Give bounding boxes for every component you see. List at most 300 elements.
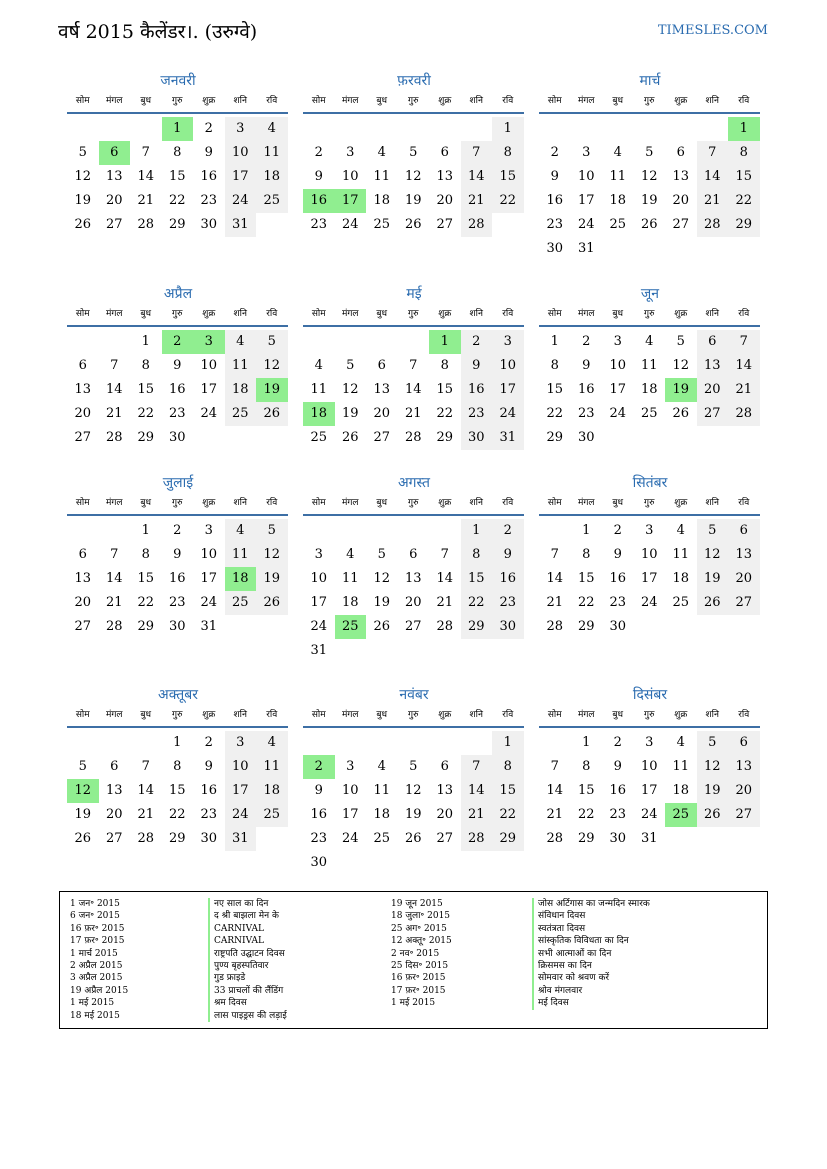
day-cell: 13 xyxy=(74,571,92,586)
week-row xyxy=(303,591,525,615)
weekday-label: गुरु xyxy=(398,494,430,516)
empty-cell xyxy=(697,237,729,261)
holiday-name: पुण्य बृहस्पतिवार xyxy=(208,960,287,972)
empty-cell xyxy=(335,519,367,543)
empty-cell xyxy=(728,426,760,450)
empty-cell xyxy=(602,426,634,450)
day-cell: 3 xyxy=(645,523,654,538)
empty-cell xyxy=(634,237,666,261)
holiday-day-cell: 2 xyxy=(303,755,335,779)
day-cell: 24 xyxy=(609,406,627,421)
day-cell: 15 xyxy=(168,783,186,798)
month-name: मार्च xyxy=(639,73,661,89)
day-cell: 8 xyxy=(141,358,150,373)
day-cell: 3 xyxy=(225,117,257,141)
weekday-header xyxy=(539,305,761,327)
week-row xyxy=(303,543,525,567)
weekday-label: मंगल xyxy=(99,305,131,327)
week-row xyxy=(67,779,289,803)
day-cell: 1 xyxy=(173,735,182,750)
day-cell: 15 xyxy=(461,567,493,591)
holiday-day-cell: 3 xyxy=(193,330,225,354)
week-row xyxy=(303,402,525,426)
month-name: अगस्त xyxy=(397,475,430,491)
holiday-day-cell: 12 xyxy=(67,779,99,803)
day-cell: 27 xyxy=(373,430,391,445)
day-cell: 14 xyxy=(461,165,493,189)
day-cell: 28 xyxy=(436,619,454,634)
day-cell: 21 xyxy=(137,193,155,208)
weekday-label: रवि xyxy=(492,92,524,114)
day-cell: 29 xyxy=(546,430,564,445)
weekday-label: मंगल xyxy=(99,494,131,516)
day-cell: 16 xyxy=(200,783,218,798)
day-cell: 22 xyxy=(168,807,186,822)
week-row xyxy=(539,402,761,426)
day-cell: 18 xyxy=(373,807,391,822)
week-row xyxy=(303,567,525,591)
day-cell: 20 xyxy=(672,193,690,208)
day-cell: 23 xyxy=(609,807,627,822)
day-cell: 16 xyxy=(577,382,595,397)
day-cell: 17 xyxy=(577,193,595,208)
day-cell: 5 xyxy=(256,519,288,543)
day-cell: 26 xyxy=(256,591,288,615)
day-cell: 4 xyxy=(314,358,323,373)
weekday-label: मंगल xyxy=(335,92,367,114)
weekday-label: सोम xyxy=(67,92,99,114)
day-cell: 10 xyxy=(341,783,359,798)
empty-cell xyxy=(634,426,666,450)
empty-cell xyxy=(728,237,760,261)
day-cell: 13 xyxy=(105,783,123,798)
day-cell: 19 xyxy=(256,567,288,591)
holiday-names-col-2 xyxy=(532,898,650,1010)
holiday-date: 12 अक्तू॰ 2015 xyxy=(391,936,452,947)
weekday-label: रवि xyxy=(256,305,288,327)
day-cell: 21 xyxy=(546,595,564,610)
weekday-label: सोम xyxy=(303,706,335,728)
weekday-label: बुध xyxy=(366,92,398,114)
weekday-label: शनि xyxy=(225,494,257,516)
day-cell: 26 xyxy=(74,217,92,232)
week-row xyxy=(303,755,525,779)
weekday-label: रवि xyxy=(728,706,760,728)
holiday-date: 19 अप्रैल 2015 xyxy=(70,985,129,996)
week-row xyxy=(303,141,525,165)
month-block xyxy=(539,472,761,639)
empty-cell xyxy=(366,851,398,875)
week-row xyxy=(303,731,525,755)
holiday-day-cell: 18 xyxy=(303,402,335,426)
weekday-label: शनि xyxy=(225,92,257,114)
empty-cell xyxy=(665,237,697,261)
day-cell: 15 xyxy=(436,382,454,397)
empty-cell xyxy=(256,827,288,851)
weekday-label: शुक्र xyxy=(429,305,461,327)
day-cell: 29 xyxy=(492,827,524,851)
day-cell: 11 xyxy=(256,755,288,779)
day-cell: 23 xyxy=(609,595,627,610)
weekday-label: शुक्र xyxy=(665,494,697,516)
day-cell: 11 xyxy=(341,571,359,586)
weekday-label: शनि xyxy=(697,92,729,114)
empty-cell xyxy=(67,330,99,354)
day-cell: 9 xyxy=(204,145,213,160)
day-cell: 26 xyxy=(697,591,729,615)
empty-cell xyxy=(256,213,288,237)
day-cell: 21 xyxy=(461,189,493,213)
day-cell: 5 xyxy=(697,731,729,755)
week-row xyxy=(539,237,761,261)
day-cell: 30 xyxy=(609,831,627,846)
day-cell: 5 xyxy=(78,145,87,160)
day-cell: 12 xyxy=(697,755,729,779)
weekday-label: सोम xyxy=(539,494,571,516)
holiday-name: जोस अर्टिगास का जन्मदिन स्मारक xyxy=(532,898,650,910)
day-cell: 1 xyxy=(461,519,493,543)
day-cell: 11 xyxy=(609,169,627,184)
day-cell: 27 xyxy=(105,217,123,232)
weekday-label: सोम xyxy=(67,305,99,327)
empty-cell xyxy=(539,117,571,141)
day-cell: 12 xyxy=(640,169,658,184)
weekday-label: मंगल xyxy=(335,706,367,728)
day-cell: 1 xyxy=(492,117,524,141)
day-cell: 28 xyxy=(546,831,564,846)
day-cell: 2 xyxy=(582,334,591,349)
week-row xyxy=(539,354,761,378)
weekday-header xyxy=(539,92,761,114)
day-cell: 19 xyxy=(373,595,391,610)
holiday-name: मई दिवस xyxy=(532,997,650,1009)
day-cell: 22 xyxy=(137,406,155,421)
empty-cell xyxy=(398,519,430,543)
day-cell: 15 xyxy=(546,382,564,397)
week-row xyxy=(67,567,289,591)
weekday-label: रवि xyxy=(256,92,288,114)
weekday-label: बुध xyxy=(130,706,162,728)
day-cell: 31 xyxy=(492,426,524,450)
day-cell: 7 xyxy=(550,759,559,774)
empty-cell xyxy=(335,639,367,663)
day-cell: 11 xyxy=(256,141,288,165)
weekday-label: शनि xyxy=(697,305,729,327)
day-cell: 17 xyxy=(225,165,257,189)
day-cell: 10 xyxy=(310,571,328,586)
day-cell: 1 xyxy=(550,334,559,349)
empty-cell xyxy=(225,426,257,450)
week-row xyxy=(67,402,289,426)
day-cell: 8 xyxy=(173,145,182,160)
day-cell: 9 xyxy=(173,358,182,373)
day-cell: 11 xyxy=(640,358,658,373)
month-name: सितंबर xyxy=(632,475,668,491)
day-cell: 31 xyxy=(640,831,658,846)
day-cell: 23 xyxy=(492,591,524,615)
weekday-label: मंगल xyxy=(571,92,603,114)
week-row xyxy=(539,567,761,591)
holiday-date: 16 फ़र॰ 2015 xyxy=(70,923,125,934)
holiday-name: श्रम दिवस xyxy=(208,997,287,1009)
day-cell: 15 xyxy=(492,779,524,803)
day-cell: 3 xyxy=(582,145,591,160)
day-cell: 9 xyxy=(550,169,559,184)
day-cell: 21 xyxy=(546,807,564,822)
empty-cell xyxy=(99,117,131,141)
empty-cell xyxy=(697,426,729,450)
day-cell: 2 xyxy=(613,735,622,750)
holiday-day-cell: 19 xyxy=(665,378,697,402)
empty-cell xyxy=(67,117,99,141)
day-cell: 27 xyxy=(672,217,690,232)
day-cell: 1 xyxy=(582,735,591,750)
day-cell: 10 xyxy=(640,759,658,774)
day-cell: 30 xyxy=(461,426,493,450)
weekday-label: रवि xyxy=(728,305,760,327)
day-cell: 12 xyxy=(404,169,422,184)
weekday-label: रवि xyxy=(492,494,524,516)
empty-cell xyxy=(398,731,430,755)
empty-cell xyxy=(256,426,288,450)
day-cell: 27 xyxy=(728,803,760,827)
day-cell: 20 xyxy=(436,193,454,208)
week-row xyxy=(539,189,761,213)
day-cell: 13 xyxy=(672,169,690,184)
empty-cell xyxy=(539,519,571,543)
week-row xyxy=(303,165,525,189)
empty-cell xyxy=(665,117,697,141)
weekday-header xyxy=(67,494,289,516)
day-cell: 26 xyxy=(697,803,729,827)
day-cell: 18 xyxy=(672,571,690,586)
day-cell: 14 xyxy=(137,783,155,798)
day-cell: 22 xyxy=(168,193,186,208)
empty-cell xyxy=(492,851,524,875)
holiday-date: 1 मई 2015 xyxy=(391,998,436,1009)
day-cell: 28 xyxy=(461,827,493,851)
month-block xyxy=(303,684,525,875)
day-cell: 23 xyxy=(168,406,186,421)
day-cell: 17 xyxy=(225,779,257,803)
day-cell: 30 xyxy=(492,615,524,639)
day-cell: 30 xyxy=(546,241,564,256)
holiday-day-cell: 16 xyxy=(303,189,335,213)
weekday-label: सोम xyxy=(67,494,99,516)
day-cell: 10 xyxy=(341,169,359,184)
day-cell: 29 xyxy=(168,831,186,846)
month-block xyxy=(303,472,525,663)
holiday-date: 1 मई 2015 xyxy=(70,998,115,1009)
day-cell: 27 xyxy=(404,619,422,634)
weekday-header xyxy=(303,305,525,327)
day-cell: 6 xyxy=(676,145,685,160)
day-cell: 24 xyxy=(640,807,658,822)
day-cell: 21 xyxy=(105,406,123,421)
day-cell: 19 xyxy=(404,193,422,208)
day-cell: 8 xyxy=(582,547,591,562)
day-cell: 29 xyxy=(577,619,595,634)
weekday-label: शनि xyxy=(461,706,493,728)
day-cell: 30 xyxy=(577,430,595,445)
month-block xyxy=(539,283,761,450)
day-cell: 29 xyxy=(436,430,454,445)
weekday-header xyxy=(67,305,289,327)
day-cell: 20 xyxy=(74,595,92,610)
day-cell: 4 xyxy=(645,334,654,349)
week-row xyxy=(67,117,289,141)
day-cell: 11 xyxy=(672,759,690,774)
day-cell: 9 xyxy=(613,759,622,774)
week-row xyxy=(303,519,525,543)
weekday-label: गुरु xyxy=(634,305,666,327)
day-cell: 5 xyxy=(346,358,355,373)
day-cell: 19 xyxy=(341,406,359,421)
day-cell: 12 xyxy=(373,571,391,586)
weekday-header xyxy=(539,706,761,728)
weekday-label: शनि xyxy=(697,494,729,516)
day-cell: 21 xyxy=(404,406,422,421)
day-cell: 20 xyxy=(404,595,422,610)
day-cell: 7 xyxy=(141,145,150,160)
holiday-name: श्रोव मंगलवार xyxy=(532,985,650,997)
day-cell: 8 xyxy=(141,547,150,562)
day-cell: 16 xyxy=(546,193,564,208)
holiday-name: नए साल का दिन xyxy=(208,898,287,910)
day-cell: 22 xyxy=(577,807,595,822)
day-cell: 12 xyxy=(256,354,288,378)
day-cell: 11 xyxy=(310,382,328,397)
month-block xyxy=(67,283,289,450)
empty-cell xyxy=(697,827,729,851)
empty-cell xyxy=(99,519,131,543)
weekday-label: शुक्र xyxy=(193,305,225,327)
weekday-label: शनि xyxy=(225,305,257,327)
day-cell: 30 xyxy=(168,430,186,445)
holiday-day-cell: 2 xyxy=(162,330,194,354)
week-row xyxy=(303,779,525,803)
day-cell: 26 xyxy=(373,619,391,634)
month-block xyxy=(67,472,289,639)
empty-cell xyxy=(728,827,760,851)
day-cell: 28 xyxy=(137,831,155,846)
day-cell: 24 xyxy=(310,619,328,634)
day-cell: 4 xyxy=(225,330,257,354)
day-cell: 19 xyxy=(697,567,729,591)
day-cell: 8 xyxy=(173,759,182,774)
day-cell: 7 xyxy=(461,141,493,165)
day-cell: 5 xyxy=(78,759,87,774)
holiday-dates-col-2 xyxy=(391,898,452,1010)
weekday-label: शनि xyxy=(461,305,493,327)
day-cell: 17 xyxy=(640,571,658,586)
weekday-header xyxy=(303,92,525,114)
day-cell: 19 xyxy=(74,807,92,822)
day-cell: 17 xyxy=(200,571,218,586)
day-cell: 29 xyxy=(168,217,186,232)
weekday-label: मंगल xyxy=(335,494,367,516)
holiday-day-cell: 19 xyxy=(256,378,288,402)
weekday-label: गुरु xyxy=(398,706,430,728)
week-row xyxy=(303,615,525,639)
day-cell: 27 xyxy=(697,402,729,426)
day-cell: 14 xyxy=(137,169,155,184)
week-row xyxy=(539,779,761,803)
day-cell: 4 xyxy=(346,547,355,562)
empty-cell xyxy=(492,639,524,663)
day-cell: 8 xyxy=(728,141,760,165)
empty-cell xyxy=(398,330,430,354)
empty-cell xyxy=(366,330,398,354)
day-cell: 7 xyxy=(110,547,119,562)
day-cell: 20 xyxy=(697,378,729,402)
day-cell: 1 xyxy=(582,523,591,538)
day-cell: 24 xyxy=(492,402,524,426)
day-cell: 14 xyxy=(546,571,564,586)
day-cell: 2 xyxy=(204,735,213,750)
day-cell: 24 xyxy=(341,217,359,232)
day-cell: 12 xyxy=(672,358,690,373)
site-link[interactable]: TIMESLES.COM xyxy=(657,23,768,38)
week-row xyxy=(539,615,761,639)
day-cell: 24 xyxy=(577,217,595,232)
weekday-label: सोम xyxy=(303,494,335,516)
day-cell: 26 xyxy=(672,406,690,421)
day-cell: 22 xyxy=(728,189,760,213)
week-row xyxy=(539,426,761,450)
weekday-label: सोम xyxy=(303,305,335,327)
day-cell: 1 xyxy=(141,523,150,538)
week-row xyxy=(539,543,761,567)
empty-cell xyxy=(461,639,493,663)
day-cell: 30 xyxy=(200,217,218,232)
empty-cell xyxy=(429,639,461,663)
holiday-name: CARNIVAL xyxy=(208,935,287,947)
day-cell: 25 xyxy=(225,591,257,615)
weekday-label: मंगल xyxy=(99,706,131,728)
day-cell: 8 xyxy=(461,543,493,567)
day-cell: 27 xyxy=(105,831,123,846)
day-cell: 4 xyxy=(676,735,685,750)
holiday-day-cell: 25 xyxy=(665,803,697,827)
day-cell: 5 xyxy=(377,547,386,562)
weekday-label: बुध xyxy=(602,92,634,114)
day-cell: 15 xyxy=(577,783,595,798)
day-cell: 17 xyxy=(609,382,627,397)
weekday-label: गुरु xyxy=(634,494,666,516)
week-row xyxy=(67,378,289,402)
week-row xyxy=(67,519,289,543)
weekday-label: बुध xyxy=(366,494,398,516)
empty-cell xyxy=(539,731,571,755)
holiday-day-cell: 18 xyxy=(225,567,257,591)
holiday-list xyxy=(59,891,768,1029)
day-cell: 7 xyxy=(728,330,760,354)
week-row xyxy=(67,165,289,189)
day-cell: 10 xyxy=(640,547,658,562)
weekday-label: शनि xyxy=(461,92,493,114)
day-cell: 28 xyxy=(546,619,564,634)
week-row xyxy=(539,755,761,779)
holiday-date: 19 जून 2015 xyxy=(391,899,443,909)
empty-cell xyxy=(665,426,697,450)
weekday-label: शुक्र xyxy=(429,494,461,516)
weekday-label: गुरु xyxy=(162,92,194,114)
day-cell: 9 xyxy=(314,169,323,184)
day-cell: 18 xyxy=(225,378,257,402)
empty-cell xyxy=(99,731,131,755)
empty-cell xyxy=(366,639,398,663)
